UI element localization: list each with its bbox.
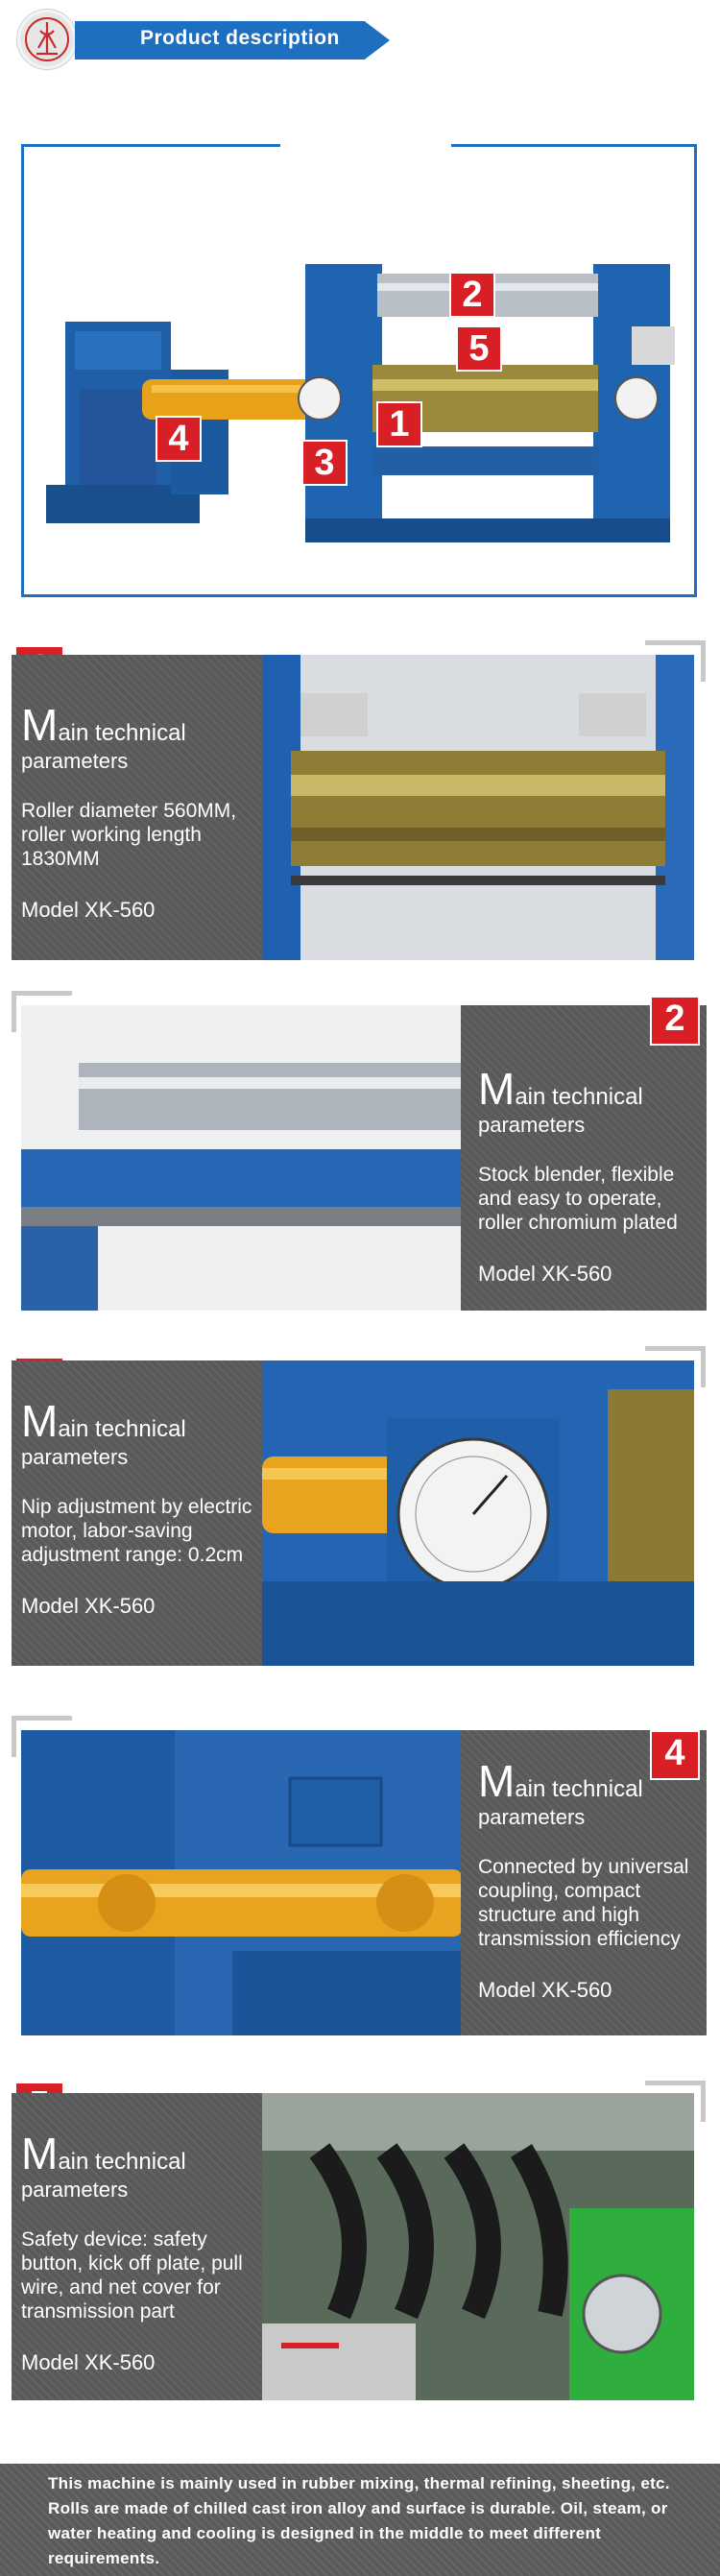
section-2-roller-photo	[21, 1005, 463, 1311]
company-logo	[17, 10, 77, 69]
frame-top-right	[451, 144, 697, 147]
section-5-description: Safety device: safety button, kick off plate, pull wire, and net cover for transmission part	[21, 2228, 243, 2323]
section-2-description: Stock blender, flexible and easy to operate, roller chromium plated	[478, 1164, 678, 1234]
section-4-model: Model XK-560	[478, 1978, 612, 2002]
section-4-number: 4	[650, 1730, 700, 1780]
frame-left	[21, 144, 24, 597]
section-1-heading: Main technical parameters	[21, 700, 186, 773]
section-1-panel	[12, 655, 263, 960]
overview-label-3: 3	[301, 440, 348, 486]
roller-closeup-illustration	[262, 655, 694, 960]
footer-description: This machine is mainly used in rubber mixing, thermal refining, sheeting, etc. Rolls are made of chilled cast iron alloy and surface is durable. Oil, steam, or water heating and cooling is designed in the middle to meet different requirements.	[48, 2474, 670, 2567]
mixing-mill-illustration	[27, 245, 691, 562]
section-2-panel	[461, 1005, 707, 1311]
section-2-heading: Main technical parameters	[478, 1064, 643, 1137]
overview-label-5: 5	[456, 325, 502, 372]
section-3-model: Model XK-560	[21, 1594, 156, 1618]
logo-emblem-icon	[17, 10, 77, 69]
overview-label-2: 2	[449, 272, 495, 318]
section-4-description: Connected by universal coupling, compact structure and high transmission efficiency	[478, 1856, 689, 1950]
section-5-safety-photo	[262, 2093, 694, 2400]
section-1-description: Roller diameter 560MM, roller working length 1830MM	[21, 800, 237, 870]
page-title: Product description	[140, 27, 340, 49]
section-5-heading: Main technical parameters	[21, 2129, 186, 2202]
safety-device-illustration	[262, 2093, 694, 2400]
section-5-panel	[12, 2093, 263, 2400]
section-3-description: Nip adjustment by electric motor, labor-saving adjustment range: 0.2cm	[21, 1496, 252, 1566]
section-5-model: Model XK-560	[21, 2350, 156, 2374]
section-3-panel	[12, 1360, 263, 1666]
frame-bottom	[21, 594, 697, 597]
overview-label-1: 1	[376, 401, 422, 447]
section-4-coupling-photo	[21, 1730, 463, 2035]
frame-right	[694, 144, 697, 597]
section-2-number: 2	[650, 996, 700, 1046]
section-2-model: Model XK-560	[478, 1262, 612, 1286]
section-1-roller-photo	[262, 655, 694, 960]
adjustment-gauge-illustration	[262, 1360, 694, 1666]
section-3-gauge-photo	[262, 1360, 694, 1666]
section-3-heading: Main technical parameters	[21, 1396, 186, 1469]
section-1-model: Model XK-560	[21, 898, 156, 922]
overview-label-4: 4	[156, 416, 202, 462]
universal-coupling-illustration	[21, 1730, 463, 2035]
section-4-heading: Main technical parameters	[478, 1756, 643, 1829]
chrome-roller-illustration	[21, 1005, 463, 1311]
frame-top-left	[21, 144, 280, 147]
